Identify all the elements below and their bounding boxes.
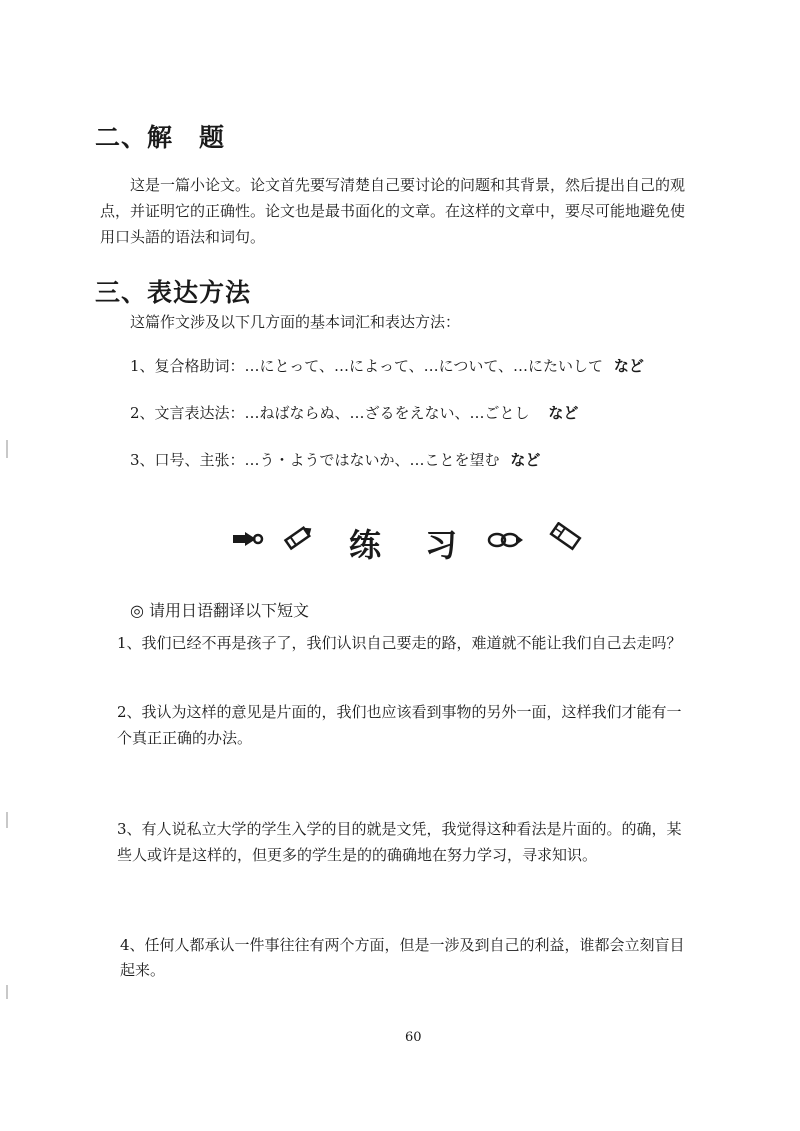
question-line: 些人或许是这样的，但更多的学生是的的确确地在努力学习，寻求知识。 xyxy=(117,846,598,864)
chain-link-icon xyxy=(486,530,524,550)
pen-nib-icon xyxy=(232,528,266,550)
pencil-icon xyxy=(282,522,316,552)
list-item xyxy=(130,402,578,423)
scan-mark xyxy=(6,812,8,828)
list-item-text: 1、复合格助词：…にとって、…によって、…について、…にたいして xyxy=(130,357,604,375)
question-line: 个真正正确的办法。 xyxy=(117,729,253,747)
scan-mark xyxy=(6,440,8,458)
paragraph-line: 这是一篇小论文。论文首先要写清楚自己要讨论的问题和其背景，然后提出自己的观 xyxy=(130,176,686,194)
list-item-suffix: など xyxy=(613,357,644,375)
question-line: 3、有人说私立大学的学生入学的目的就是文凭，我觉得这种看法是片面的。的确，某 xyxy=(117,820,682,838)
question-line: 2、我认为这样的意见是片面的，我们也应该看到事物的另外一面，这样我们才能有一 xyxy=(117,703,682,721)
list-item-text: 2、文言表达法：…ねばならぬ、…ざるをえない、…ごとし xyxy=(130,404,530,422)
paragraph-line: 点，并证明它的正确性。论文也是最书面化的文章。在这样的文章中，要尽可能地避免使 xyxy=(100,202,686,220)
list-item xyxy=(130,355,644,376)
list-item-suffix: など xyxy=(548,404,579,422)
paragraph-line: 用口头語的语法和词句。 xyxy=(100,228,266,246)
question-line: 起来。 xyxy=(120,961,166,979)
section-heading-2: 二、解 题 xyxy=(95,123,226,152)
section-intro: 这篇作文涉及以下几方面的基本词汇和表达方法： xyxy=(130,313,461,331)
list-item-text: 3、口号、主张：…う・ようではないか、…ことを望む xyxy=(130,451,500,469)
question-line: 4、任何人都承认一件事往往有两个方面，但是一涉及到自己的利益，谁都会立刻盲目 xyxy=(120,936,685,954)
exercise-instruction: ◎ 请用日语翻译以下短文 xyxy=(130,601,310,620)
list-item xyxy=(130,449,540,470)
eraser-icon xyxy=(548,522,584,552)
exercise-title-right: 习 xyxy=(425,526,458,564)
question-line: 1、我们已经不再是孩子了，我们认识自己要走的路，难道就不能让我们自己去走吗？ xyxy=(117,634,682,652)
page-number: 60 xyxy=(405,1030,422,1045)
section-heading-3: 三、表达方法 xyxy=(95,278,252,307)
exercise-title-left: 练 xyxy=(349,526,382,564)
scan-mark xyxy=(6,985,8,999)
list-item-suffix: など xyxy=(510,451,541,469)
